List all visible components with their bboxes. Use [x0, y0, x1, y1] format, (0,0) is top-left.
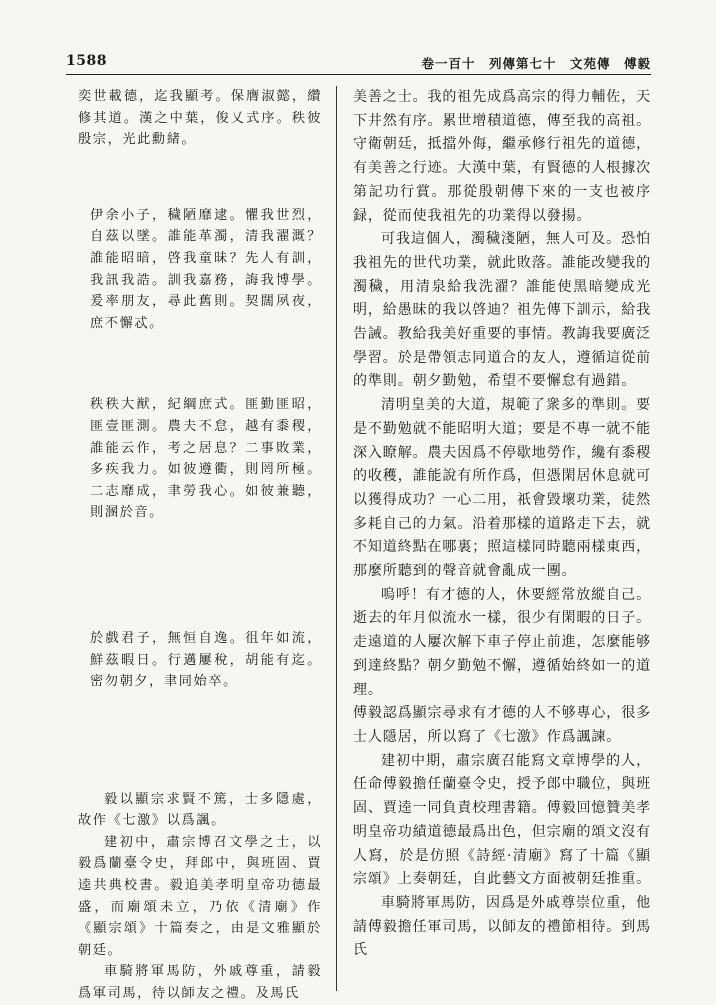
verse-stanza-4: 於戲君子，無恒自逸。徂年如流，鮮茲暇日。行邁屢稅，胡能有迄。密勿朝夕，聿同始卒。	[90, 630, 322, 690]
translation-paragraph-6: 建初中期，肅宗廣召能寫文章博學的人，任命傅毅擔任蘭臺令史，授予郎中職位，與班固、賈逵一同負責校理書籍。傅毅回憶贊美孝明皇帝功績道德最爲出色，但宗廟的頌文沒有人寫，於是仿照《詩經·清廟》寫了十篇《顯宗頌》上奏朝廷，自此藝文方面被朝廷推重。	[353, 752, 651, 888]
translation-paragraph-4: 嗚呼！有才德的人，休要經常放縱自己。逝去的年月似流水一樣，很少有閑暇的日子。走遠道的人屢次解下車子停止前進，怎麼能够到達終點？朝夕勤勉不懈，遵循始終如一的道理。	[353, 586, 651, 698]
running-title: 卷一百十 列傳第七十 文苑傳 傅毅	[421, 56, 651, 71]
translation-paragraph-1: 美善之士。我的祖先成爲高宗的得力輔佐，天下井然有序。累世增積道德，傳至我的高祖。守衛朝廷，抵擋外侮，繼承修行祖先的道德，有美善之行迹。大漢中葉，有賢德的人根據次第記功行賞。那從殷朝傳下來的一支也被序録，從而使我祖先的功業得以發揚。	[353, 89, 651, 224]
translation-paragraph-7: 車騎將軍馬防，因爲是外戚尊崇位重，他請傅毅擔任軍司馬，以師友的禮節相待。到馬氏	[353, 894, 651, 959]
prose-paragraph-3: 車騎將軍馬防，外戚尊重，請毅爲軍司馬，待以師友之禮。及馬氏	[78, 964, 322, 1002]
prose-paragraph-1: 毅以顯宗求賢不篤，士多隱處，故作《七激》以爲諷。	[78, 791, 322, 829]
verse-stanza-2: 伊余小子，穢陋靡逮。懼我世烈，自茲以墜。誰能革濁，清我濯溉？誰能昭暗，啓我童昧？先人有訓，我訊我誥。訓我嘉務，誨我博學。爰率朋友，尋此舊則。契闊夙夜，庶不懈忒。	[90, 207, 322, 331]
translation-paragraph-2: 可我這個人，濁穢淺陋，無人可及。恐怕我祖先的世代功業，就此敗落。誰能改變我的濁穢，用清泉給我洗濯？誰能使黑暗變成光明，給愚昧的我以啓迪？祖先傳下訓示，給我告誡。教給我美好重要的事情。教誨我要廣泛學習。於是帶領志同道合的友人，遵循這從前的準則。朝夕勤勉，希望不要懈怠有過錯。	[353, 231, 651, 390]
prose-paragraph-2: 建初中，肅宗博召文學之士，以毅爲蘭臺令史，拜郎中，與班固、賈逵共典校書。毅追美孝明皇帝功德最盛，而廟頌未立，乃依《清廟》作《顯宗頌》十篇奏之，由是文雅顯於朝廷。	[78, 834, 322, 958]
translation-paragraph-5: 傅毅認爲顯宗尋求有才德的人不够專心，很多士人隱居，所以寫了《七激》作爲諷諫。	[353, 705, 651, 745]
page-header	[66, 53, 651, 75]
verse-stanza-1: 奕世載德，迄我顯考。保膺淑懿，纘修其道。漢之中葉，俊乂式序。秩彼殷宗，光此勳緒。	[78, 89, 322, 148]
column-divider	[336, 86, 337, 991]
page-number: 1588	[66, 53, 107, 69]
verse-stanza-3: 秩秩大猷，紀綱庶式。匪勤匪昭，匪壹匪測。農夫不怠，越有黍稷，誰能云作，考之居息？二事敗業，多疾我力。如彼遵衢，則罔所極。二志靡成，聿勞我心。如彼兼聽，則溷於音。	[90, 397, 322, 521]
translation-paragraph-3: 清明皇美的大道，規範了衆多的準則。要是不勤勉就不能昭明大道；要是不專一就不能深入瞭解。農夫因爲不停歇地勞作，纔有黍稷的收穫，誰能說有所作爲，但憑閑居休息就可以獲得成功？一心二用，祇會毀壞功業，徒然多耗自己的力氣。沿着那樣的道路走下去，就不知道終點在哪裏；照這樣同時聽兩樣東西，那麼所聽到的聲音就會亂成一團。	[353, 397, 651, 580]
classical-text-column	[78, 86, 322, 1005]
translation-column	[353, 86, 651, 963]
header-rule	[66, 74, 651, 75]
